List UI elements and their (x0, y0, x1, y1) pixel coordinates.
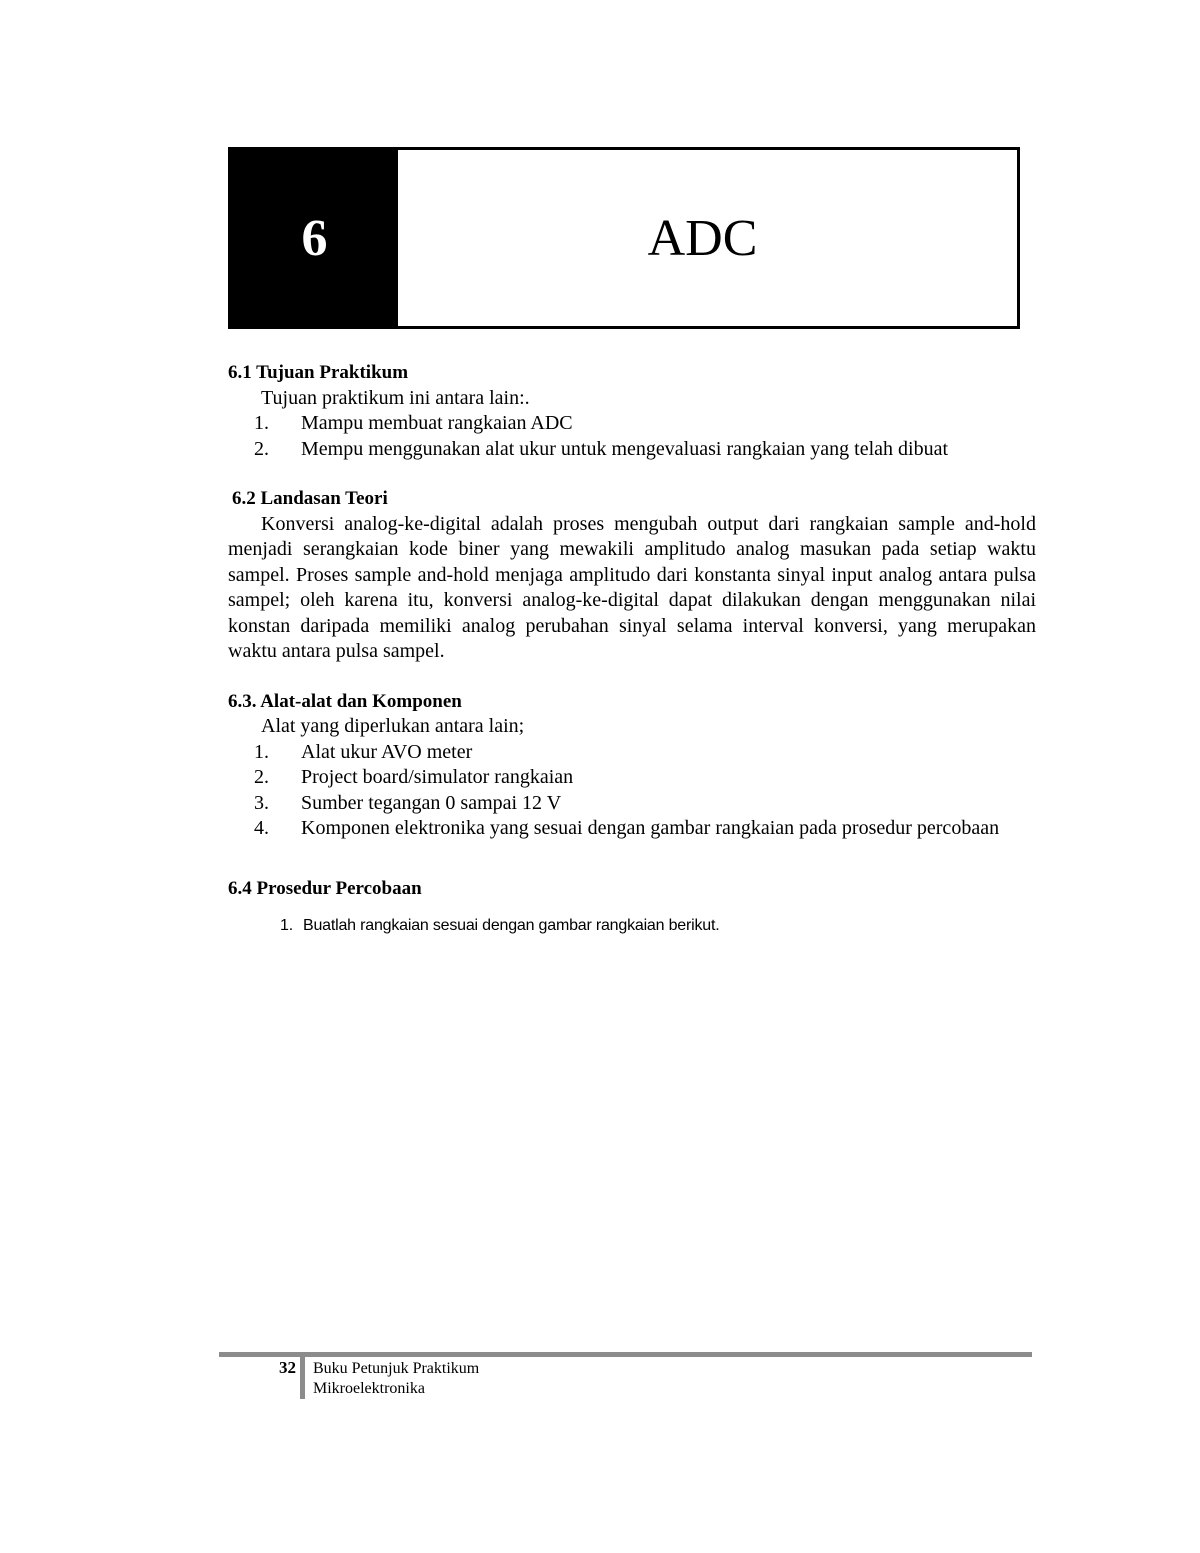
list-item (228, 913, 1036, 939)
list-text: Mempu menggunakan alat ukur untuk mengevaluasi rangkaian yang telah dibuat (301, 437, 949, 460)
section-intro: Tujuan praktikum ini antara lain:. (261, 386, 530, 409)
list-number: 3. (254, 791, 269, 814)
list-number: 2. (254, 437, 269, 460)
section-heading: 6.1 Tujuan Praktikum (228, 362, 409, 383)
list-item (228, 816, 1036, 842)
objective-list (228, 411, 1036, 462)
list-text: Project board/simulator rangkaian (301, 766, 574, 788)
list-number: 1. (280, 917, 293, 934)
section-intro: Alat yang diperlukan antara lain; (261, 715, 525, 737)
list-number: 1. (254, 412, 269, 434)
list-text: Buatlah rangkaian sesuai dengan gambar rangkaian berikut. (303, 917, 720, 934)
list-item (228, 765, 1036, 791)
chapter-number: 6 (231, 150, 398, 326)
section-heading: 6.2 Landasan Teori (232, 488, 388, 509)
footer-line: Buku Petunjuk Praktikum (313, 1360, 480, 1377)
list-text: Mampu membuat rangkaian ADC (301, 412, 573, 434)
list-item (228, 791, 1036, 817)
list-text: Alat ukur AVO meter (301, 740, 473, 763)
footer-line: Mikroelektronika (313, 1380, 425, 1397)
page-number: 32 (279, 1358, 296, 1377)
list-item (228, 740, 1036, 766)
footer-rule (219, 1352, 1032, 1357)
page-content (228, 360, 1036, 939)
theory-paragraph: Konversi analog-ke-digital adalah proses mengubah output dari rangkaian sample and-hold menjadi serangkaian kode biner yang mewakili amplitudo analog masukan pada setiap waktu sampel. Proses sample and-hold menjaga amplitudo dari konstanta sinyal input analog antara pulsa sampel; oleh karena itu, konversi analog-ke-digital dapat dilakukan dengan menggunakan nilai konstan daripada memiliki analog perubahan sinyal selama interval konversi, yang merupakan waktu antara pulsa sampel. (228, 512, 1036, 662)
section-tujuan (228, 360, 1036, 462)
list-text: Komponen elektronika yang sesuai dengan gambar rangkaian pada prosedur percobaan (301, 817, 1000, 839)
chapter-header (228, 147, 1020, 329)
list-item (228, 411, 1036, 437)
list-number: 4. (254, 817, 269, 839)
section-alat-komponen (228, 689, 1036, 842)
list-text: Sumber tegangan 0 sampai 12 V (301, 791, 562, 814)
section-landasan-teori (228, 486, 1036, 665)
procedure-list (228, 913, 1036, 939)
list-number: 2. (254, 766, 269, 788)
list-number: 1. (254, 740, 269, 763)
footer-divider (300, 1357, 305, 1399)
equipment-list (228, 740, 1036, 842)
footer-book-title (313, 1359, 479, 1399)
list-item (228, 437, 1036, 463)
section-heading: 6.4 Prosedur Percobaan (228, 877, 422, 899)
section-heading: 6.3. Alat-alat dan Komponen (228, 690, 462, 712)
chapter-title: ADC (647, 209, 758, 267)
section-prosedur (228, 876, 1036, 939)
